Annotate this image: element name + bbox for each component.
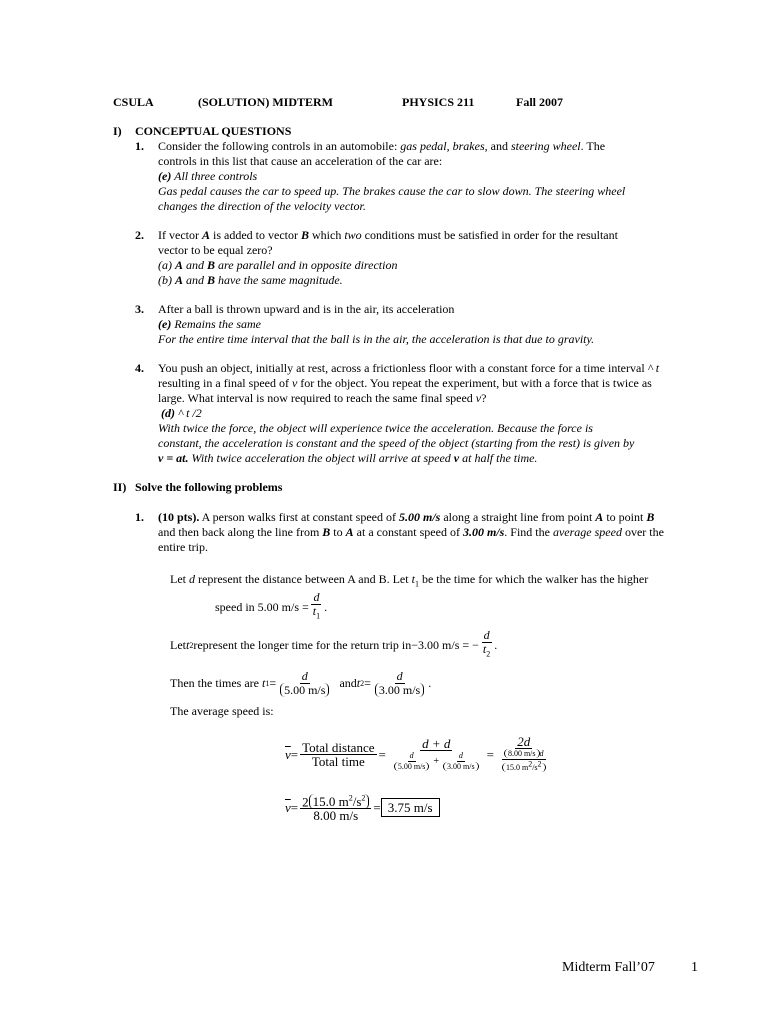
footer-label: Midterm Fall’07 xyxy=(562,960,655,975)
question-4-explanation-1: With twice the force, the object will experience twice the acceleration. Because the force is xyxy=(158,421,593,435)
fraction-total: $\frac{\text{Total distance}}{\text{Total time}}$ xyxy=(302,739,375,769)
problem-1-line-1: (10 pts). A person walks first at constant speed of 5.00 m/s along a straight line from point A to point B xyxy=(158,510,655,524)
question-1-explanation-1: Gas pedal causes the car to speed up. The brakes cause the car to slow down. The steering wheel xyxy=(158,184,626,198)
problem-1-line-2: and then back along the line from B to A at a constant speed of 3.00 m/s. Find the average speed over the xyxy=(158,525,664,539)
question-2-answer-b: (b) A and B have the same magnitude. xyxy=(158,273,343,287)
problem-1-line-3: entire trip. xyxy=(158,540,208,554)
fraction-d-over-t1: $\frac{d}{t_1}$ xyxy=(312,590,321,621)
question-1-answer: (e) All three controls xyxy=(158,169,258,183)
question-3-explanation: For the entire time interval that the ball is in the air, the acceleration is that due to gravity. xyxy=(158,332,595,346)
fraction-t1: $\frac{d}{5.00 m/s}$ xyxy=(278,670,331,697)
question-2-line-2: vector to be equal zero? xyxy=(158,243,273,257)
section-2-label: II) xyxy=(113,480,127,494)
question-4-line-2: resulting in a final speed of v for the object. You repeat the experiment, but with a force that is twice as xyxy=(158,376,652,390)
question-4-explanation-3: v = at. With twice acceleration the object will arrive at speed v at half the time. xyxy=(158,451,538,465)
section-2-title: Solve the following problems xyxy=(135,480,283,494)
question-1-explanation-2: changes the direction of the velocity vector. xyxy=(158,199,366,213)
final-answer-box: 3.75 m/s xyxy=(381,798,440,817)
solution-step-4: Then the times are t 1 = $\frac{d}{5.00 m/s}$ and t 2 = $\frac{d}{3.00 m/s}$ . xyxy=(170,668,432,697)
fraction-result: $\frac{2 15.0 m^2/s^2}{8.00 m/s}$ xyxy=(300,792,371,822)
solution-step-5: The average speed is: xyxy=(170,704,274,718)
question-4-line-1: You push an object, initially at rest, across a frictionless floor with a constant force for a time interval ^ t xyxy=(158,361,660,375)
header-term: Fall 2007 xyxy=(516,95,563,109)
solution-step-2: speed in 5.00 m/s = $\frac{d}{t_1}$ . xyxy=(215,590,328,621)
question-1-line-1: Consider the following controls in an automobile: gas pedal, brakes, and steering wheel. The xyxy=(158,139,606,153)
question-2-answer-a: (a) A and B are parallel and in opposite direction xyxy=(158,258,398,272)
question-2-number: 2. xyxy=(135,228,144,242)
section-1-label: I) xyxy=(113,124,122,138)
question-4-number: 4. xyxy=(135,361,144,375)
question-1-line-2: controls in this list that cause an acceleration of the car are: xyxy=(158,154,443,168)
problem-1-number: 1. xyxy=(135,510,144,524)
question-2-line-1: If vector A is added to vector B which two conditions must be satisfied in order for the resultant xyxy=(158,228,618,242)
question-3-number: 3. xyxy=(135,302,144,316)
page-number: 1 xyxy=(691,960,698,975)
solution-step-1: Let d represent the distance between A and B. Let $t_1$ be the time for which the walker has the higher xyxy=(170,572,649,589)
header-course: PHYSICS 211 xyxy=(402,95,475,109)
fraction-dd: d + d $\frac{d}{5.00 m/s}$ + $\frac{d}{3.00 m/s}$ xyxy=(388,737,485,772)
section-1-title: CONCEPTUAL QUESTIONS xyxy=(135,124,292,138)
question-4-explanation-2: constant, the acceleration is constant and the speed of the object (starting from the rest) is given by xyxy=(158,436,635,450)
fraction-2d: $\frac{2d}{\frac{\text{8.00 m/s d}}{15.0 m^2/s^2}}$ xyxy=(496,735,552,774)
document-header xyxy=(113,95,673,111)
question-4-answer: (d) ^ t /2 xyxy=(161,406,202,420)
solution-step-3: Let t 2 represent the longer time for the return trip in −3.00 m/s = − $\frac{d}{t_2}$ . xyxy=(170,628,498,659)
header-title: (SOLUTION) MIDTERM xyxy=(198,95,334,109)
question-4-line-3: large. What interval is now required to reach the same final speed v? xyxy=(158,391,487,405)
question-3-line-1: After a ball is thrown upward and is in the air, its acceleration xyxy=(158,302,455,316)
fraction-d-over-t2: $\frac{d}{t_2}$ xyxy=(482,628,491,659)
question-3-answer: (e) Remains the same xyxy=(158,317,261,331)
equation-average-speed: $\overline{v}$ = $\frac{\text{Total distance}}{\text{Total time}}$ = d + d $\frac{d}{5.00 m/s}$ + $\frac{d}{3.00 m/s}$ = $\frac{2d}{\frac{\text{8.00 m/s d}}{15.0 m^2/s^2}}$ xyxy=(285,730,554,778)
fraction-t2: $\frac{d}{3.00 m/s}$ xyxy=(373,670,426,697)
equation-result: $\overline{v}$ = $\frac{2 15.0 m^2/s^2}{8.00 m/s}$ = 3.75 m/s xyxy=(285,786,440,828)
question-1-number: 1. xyxy=(135,139,144,153)
header-school: CSULA xyxy=(113,95,154,109)
